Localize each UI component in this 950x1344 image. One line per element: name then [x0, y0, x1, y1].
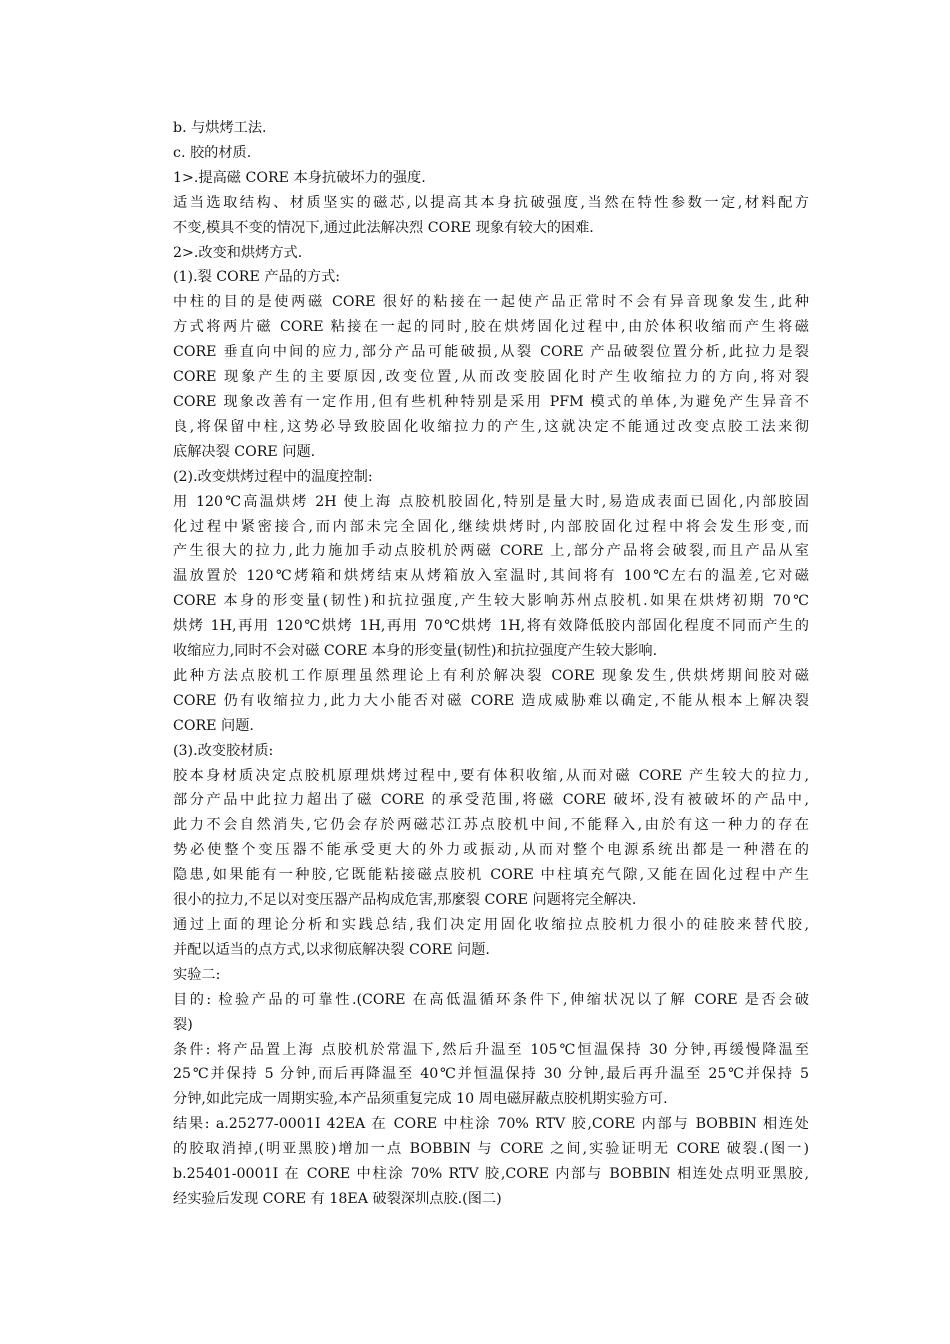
- text-line: 此力不会自然消失,它仍会存於两磁芯江苏点胶机中间,不能释入,由於有这一种力的存在: [173, 817, 809, 834]
- text-line: 收缩应力,同时不会对磁 CORE 本身的形变量(韧性)和抗拉强度产生较大影响.: [173, 643, 658, 660]
- text-line: 适当选取结构、材质坚实的磁芯,以提高其本身抗破强度,当然在特性参数一定,材料配方: [173, 194, 809, 211]
- document-body: [173, 116, 809, 1212]
- text-line: 方式将两片磁 CORE 粘接在一起的同时,胶在烘烤固化过程中,由於体积收缩而产生将磁: [173, 319, 809, 336]
- text-line: CORE 垂直向中间的应力,部分产品可能破损,从裂 CORE 产品破裂位置分析,此拉力是裂: [173, 344, 809, 361]
- text-line: 通过上面的理论分析和实践总结,我们决定用固化收缩拉点胶机力很小的硅胶来替代胶,: [173, 917, 809, 933]
- text-line: CORE 问题.: [173, 717, 254, 734]
- text-line: 部分产品中此拉力超出了磁 CORE 的承受范围,将磁 CORE 破坏,没有被破坏的产品中,: [173, 792, 809, 809]
- text-line: CORE 现象改善有一定作用,但有些机种特别是采用 PFM 模式的单体,为避免产生异音不: [173, 393, 809, 410]
- text-line: 裂): [173, 1016, 193, 1033]
- text-line: 不变,模具不变的情况下,通过此法解决烈 CORE 现象有较大的困难.: [173, 219, 594, 236]
- text-line: 势必使整个变压器不能承受更大的外力或振动,从而对整个电源系统出都是一种潜在的: [173, 842, 809, 859]
- text-line: 烘烤 1H,再用 120℃烘烤 1H,再用 70℃烘烤 1H,将有效降低胶内部固化程度不同而产生的: [173, 618, 809, 635]
- text-line: 用 120℃高温烘烤 2H 使上海 点胶机胶固化,特别是量大时,易造成表面已固化,内部胶固: [173, 493, 809, 510]
- text-line: 此种方法点胶机工作原理虽然理论上有利於解决裂 CORE 现象发生,供烘烤期间胶对磁: [173, 667, 809, 684]
- text-line: 25℃并保持 5 分钟,而后再降温至 40℃并恒温保持 30 分钟,最后再升温至 25℃并保持 5: [173, 1066, 809, 1083]
- text-line: 分钟,如此完成一周期实验,本产品须重复完成 10 周电磁屏蔽点胶机期实验方可.: [173, 1091, 668, 1108]
- text-line: 目的: 检验产品的可靠性.(CORE 在高低温循环条件下,伸缩状况以了解 CORE 是否会破: [173, 991, 809, 1008]
- text-line: 的胶取消掉,(明亚黑胶)增加一点 BOBBIN 与 CORE 之间,实验证明无 CORE 破裂.(图一): [173, 1141, 809, 1158]
- text-line: CORE 现象产生的主要原因,改变位置,从而改变胶固化时产生收缩拉力的方向,将对裂: [173, 369, 809, 386]
- text-line: 中柱的目的是使两磁 CORE 很好的粘接在一起使产品正常时不会有异音现象发生,此种: [173, 294, 809, 311]
- text-line: 温放置於 120℃烤箱和烘烤结束从烤箱放入室温时,其间将有 100℃左右的温差,它对磁: [173, 568, 809, 585]
- text-line: b.25401-0001I 在 CORE 中柱涂 70% RTV 胶,CORE 内部与 BOBBIN 相连处点明亚黑胶,: [173, 1166, 809, 1183]
- text-line: (2).改变烘烤过程中的温度控制:: [173, 468, 373, 485]
- text-line: CORE 仍有收缩拉力,此力大小能否对磁 CORE 造成威胁难以确定,不能从根本上解决裂: [173, 692, 809, 709]
- text-line: 实验二:: [173, 966, 221, 983]
- text-line: 产生很大的拉力,此力施加手动点胶机於两磁 CORE 上,部分产品将会破裂,而且产品从室: [173, 543, 809, 560]
- text-line: b. 与烘烤工法.: [173, 120, 267, 136]
- text-line: 很小的拉力,不足以对变压器产品构成危害,那麼裂 CORE 问题将完全解决.: [173, 892, 637, 909]
- text-line: (3).改变胶材质:: [173, 742, 274, 759]
- text-line: 1>.提高磁 CORE 本身抗破坏力的强度.: [173, 169, 426, 186]
- text-line: 隐患,如果能有一种胶,它既能粘接磁点胶机 CORE 中柱填充气隙,又能在固化过程中产生: [173, 867, 809, 884]
- text-line: c. 胶的材质.: [173, 144, 252, 161]
- text-line: 2>.改变和烘烤方式.: [173, 244, 303, 261]
- text-line: (1).裂 CORE 产品的方式:: [173, 269, 341, 286]
- text-line: 底解决裂 CORE 问题.: [173, 443, 316, 460]
- text-line: 结果: a.25277-0001I 42EA 在 CORE 中柱涂 70% RTV 胶,CORE 内部与 BOBBIN 相连处: [173, 1116, 809, 1133]
- text-line: 良,将保留中柱,这势必导致胶固化收缩拉力的产生,这就决定不能通过改变点胶工法来彻: [173, 418, 809, 435]
- text-line: CORE 本身的形变量(韧性)和抗拉强度,产生较大影响苏州点胶机.如果在烘烤初期 70℃: [173, 593, 809, 610]
- text-line: 并配以适当的点方式,以求彻底解决裂 CORE 问题.: [173, 941, 490, 958]
- text-line: 经实验后发现 CORE 有 18EA 破裂深圳点胶.(图二): [173, 1190, 502, 1207]
- text-line: 化过程中紧密接合,而内部未完全固化,继续烘烤时,内部胶固化过程中将会发生形变,而: [173, 518, 809, 535]
- text-line: 条件: 将产品置上海 点胶机於常温下,然后升温至 105℃恒温保持 30 分钟,再缓慢降温至: [173, 1041, 809, 1058]
- text-line: 胶本身材质决定点胶机原理烘烤过程中,要有体积收缩,从而对磁 CORE 产生较大的拉力,: [173, 767, 809, 784]
